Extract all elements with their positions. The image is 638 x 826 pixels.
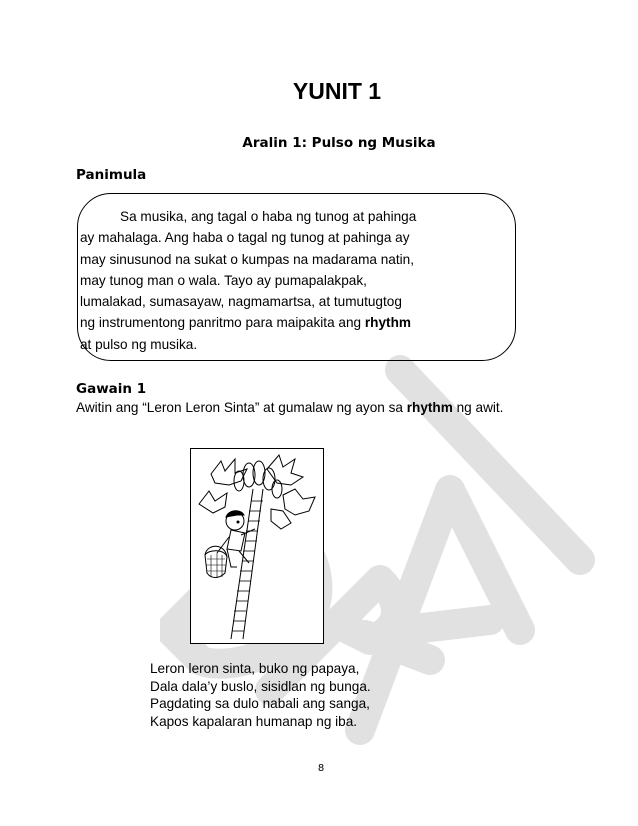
intro-line: ay mahalaga. Ang haba o tagal ng tunog at pahinga ay — [80, 230, 410, 246]
rhythm-term: rhythm — [406, 400, 453, 415]
rhythm-term: rhythm — [364, 315, 411, 331]
song-lyrics — [150, 660, 371, 730]
instruction-text: ng awit. — [456, 400, 504, 415]
lyric-line: Dala dala’y buslo, sisidlan ng bunga. — [150, 678, 371, 694]
intro-line: lumalakad, sumasayaw, nagmamartsa, at tumutugtog — [80, 294, 402, 310]
intro-heading: Panimula — [76, 167, 147, 183]
lyric-line: Kapos kapalaran humanap ng iba. — [150, 713, 358, 729]
lesson-title: Aralin 1: Pulso ng Musika — [242, 135, 436, 151]
intro-line: Sa musika, ang tagal o haba ng tunog at pahinga — [120, 209, 417, 224]
activity-heading: Gawain 1 — [76, 381, 147, 397]
page-number: 8 — [317, 763, 325, 774]
child-climbing-papaya-tree-illustration — [191, 449, 323, 643]
intro-line: may tunog man o wala. Tayo ay pumapalakpak, — [80, 272, 367, 288]
intro-line: may sinusunod na sukat o kumpas na madarama natin, — [80, 251, 414, 267]
instruction-text: Awitin ang “Leron Leron Sinta” at gumalaw ng ayon sa — [76, 400, 403, 415]
intro-paragraph — [80, 206, 520, 355]
illustration-frame — [190, 448, 324, 644]
intro-line: at pulso ng musika. — [80, 336, 198, 352]
lyric-line: Leron leron sinta, buko ng papaya, — [150, 661, 360, 676]
lyric-line: Pagdating sa dulo nabali ang sanga, — [150, 696, 370, 711]
activity-instruction — [76, 399, 546, 418]
intro-line-text: ng instrumentong panritmo para maipakita ang — [80, 315, 362, 331]
intro-line-with-bold — [80, 312, 520, 333]
unit-title: YUNIT 1 — [292, 78, 382, 104]
